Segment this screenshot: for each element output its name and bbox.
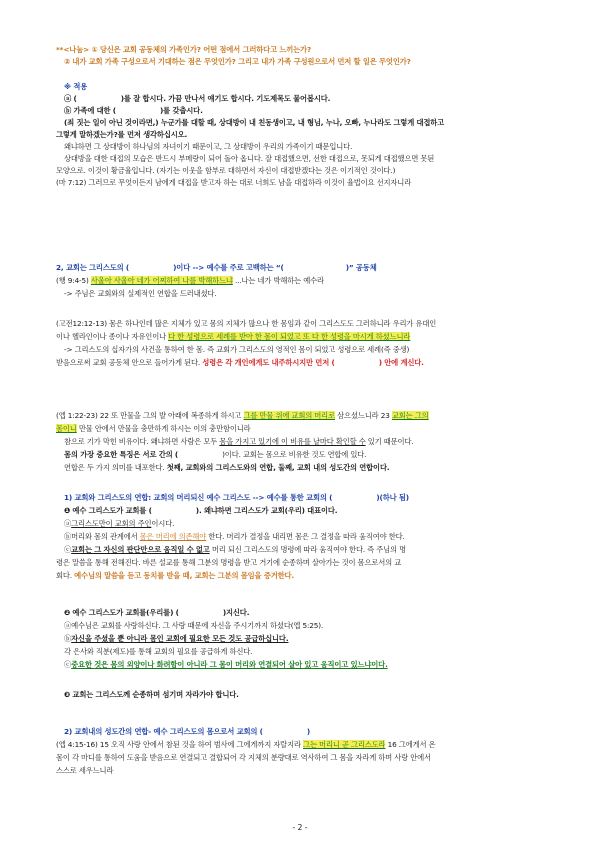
emphasis-text: 예수님의 말씀을 듣고 동치를 받을 때, 교회는 그분의 몸임을 증거한다.	[74, 571, 295, 580]
cross-note-line-2	[56, 357, 564, 368]
section-2-heading-part-1: 2, 교회는 그리스도의 (	[56, 263, 130, 272]
body-feature-line	[64, 449, 572, 460]
point-2-text-end: )지신다.	[222, 608, 250, 617]
underlined-text: 몸은 머리에 의존해야	[139, 532, 207, 541]
sharing-question-2: ② 내가 교회 가족 구성으로서 기대하는 점은 무엇인가? 그리고 내가 가족 구성원으로서 먼저 할 일은 무엇인가?	[64, 57, 411, 66]
holy-spirit-note: 성령은 각 개인에게도 내주하시지만 먼저 (	[202, 358, 335, 367]
marker: ⓐ	[64, 519, 72, 528]
scripture-eph-1-22-line-1	[56, 410, 564, 421]
underlined-text: 그리스도만이 교회의 주인	[71, 519, 152, 528]
point-2	[64, 607, 572, 618]
scripture-eph-1-22-line-2	[56, 423, 564, 434]
highlighted-text: 몸이니	[56, 424, 77, 433]
note-text: 머리 되신 그리스도의 명령에 따라 움직여야 한다. 즉 주님의 명	[209, 545, 407, 554]
note-text: 있기 때문이다.	[365, 437, 414, 446]
note-text: 회다.	[56, 571, 75, 580]
point-2-b-detail: 각 은사와 직분(제도)를 통해 교회의 필요를 공급하게 하신다.	[64, 647, 253, 656]
point-1-c-line-2: 령은 말씀을 통해 전해진다. 바른 설교를 통해 그분의 명령을 받고 거기에 순종하며 살아가는 것이 몸으로서의 교	[56, 558, 402, 567]
highlighted-text: 그는 머리니 곧 그리스도라	[303, 740, 386, 749]
highlighted-text: 교회는 그의	[391, 411, 429, 420]
scripture-text: 삼으셨느니라 23	[334, 411, 392, 420]
cross-note-line-1: -> 그리스도의 십자가의 사건을 통하여 한 몸. 즉 교회가 그리스도의 영적인 몸이 되었고 성령으로 세례(즉 중생)	[64, 345, 410, 354]
scripture-matthew-7-12: (마 7:12) 그러므로 무엇이든지 남에게 대접을 받고자 하는 대로 너희도 남을 대접하라 이것이 율법이요 선지자니라	[56, 178, 412, 187]
point-2-b	[64, 633, 572, 644]
scripture-text: ...나는 네가 박해하는 예수라	[232, 276, 324, 285]
point-2-c	[64, 659, 572, 670]
subsection-1-heading-end: )(하나 됨)	[376, 493, 409, 502]
note-text: 받음으로써 교회 공동체 안으로 들어가게 된다.	[56, 358, 203, 367]
subsection-2-heading-end: )	[306, 727, 311, 736]
application-consider-line-2: 그렇게 말하겠는가?를 먼저 생각하십시오.	[56, 130, 188, 139]
note-bold-text: 몸의 가장 중요한 특징은 서로 간의 (	[64, 450, 179, 459]
scripture-1cor-12-line-1: (고전12:12-13) 몸은 하나인데 많은 지체가 있고 몸의 지체가 많으나 한 몸임과 같이 그리스도도 그러하니라 우리가 유대인	[56, 319, 437, 328]
application-paragraph-line-2: 상대방을 대한 대접의 모습은 반드시 부메랑이 되어 돌아 옵니다. 잘 대접했으면, 선한 대접으로, 못되게 대접했으면 못된	[64, 154, 435, 163]
sharing-question-1: **<나눔> ① 당신은 교회 공동체의 가족인가? 어떤 점에서 그러하다고 느끼는가?	[56, 45, 312, 54]
application-paragraph-line-3: 모양으로. 이것이 황금율입니다. (자기는 이웃을 함부로 대하면서 자신이 대접받겠다는 것은 이기적인 것이다.)	[56, 166, 396, 175]
scripture-acts-9-4	[56, 275, 564, 286]
application-item-b	[64, 105, 572, 116]
scripture-eph-4-15-line-3: 스스로 세우느니라	[56, 766, 114, 775]
scripture-text: (엡 1:22-23) 22 또 만물을 그의 발 아래에 복종하게 하시고	[56, 411, 244, 420]
application-consider-line-1: (죄 짓는 일이 아닌 것이라면,) 누군가를 대할 때, 상대방이 내 친동생이고, 내 형님, 누나, 오빠, 누나라도 그렇게 대접하고	[64, 118, 445, 127]
note-text: 참으로 기가 막힌 비유이다. 왜냐하면 사람은 모두	[64, 437, 220, 446]
body-metaphor-line	[64, 436, 572, 447]
union-meaning-line	[64, 462, 572, 473]
point-1-c-line-1	[64, 544, 572, 555]
point-1-a	[64, 518, 572, 529]
application-b-prefix: ⓑ 가족에 대한 (	[64, 106, 116, 115]
scripture-text: 16 그에게서 온	[385, 740, 436, 749]
marker: ⓒ	[64, 545, 72, 554]
scripture-eph-4-15-line-2: 몸이 각 마디를 통하여 도움을 받음으로 연결되고 결합되어 각 지체의 분량대로 역사하여 그 몸을 자라게 하며 사랑 안에서	[56, 753, 431, 762]
note-bold-text: 첫째, 교회와의 그리스도와의 연합, 둘째, 교회 내의 성도간의 연합이다.	[166, 463, 390, 472]
point-1-text: ❶ 예수 그리스도가 교회를 (	[64, 506, 152, 515]
highlighted-text: 다 한 성령으로 세례를 받아 한 몸이 되었고 또 다 한 성령을 마시게 하셨느니라	[168, 332, 411, 341]
underlined-text: 몸을 가지고 있기에 이 비유를 날마다 확인할 수	[219, 437, 366, 446]
marker: ⓑ	[64, 634, 72, 643]
application-title: ※ 적용	[64, 82, 88, 91]
scripture-text: 만물 안에서 만물을 충만하게 하시는 이의 충만함이니라	[76, 424, 251, 433]
scripture-1cor-12-line-2	[56, 331, 564, 342]
point-1	[64, 505, 572, 516]
application-a-text: )를 잘 합시다. 가끔 만나서 얘기도 합시다. 기도제목도 물어봅시다.	[120, 94, 331, 103]
point-1-text-end: ). 왜냐하면 그리스도가 교회(우리) 대표이다.	[195, 506, 338, 515]
section-2-heading-part-3: )” 공동체	[345, 263, 377, 272]
scripture-reference: (행 9:4-5)	[56, 276, 91, 285]
section-2-heading-part-2: )이다 --> 예수를 주로 고백하는 “(	[173, 263, 284, 272]
point-2-text: ❷ 예수 그리스도가 교회를(우리를) (	[64, 608, 179, 617]
underlined-text: 교회는 그 자신의 판단만으로 움직일 수 없고	[71, 545, 210, 554]
page-number: - 2 -	[292, 823, 308, 832]
holy-spirit-note-end: ) 안에 계신다.	[378, 358, 424, 367]
application-b-text: )를 갖춥시다.	[160, 106, 203, 115]
section-2-heading	[56, 262, 564, 273]
subsection-2-heading-text: 2) 교회내의 성도간의 연합- 예수 그리스도의 몸으로서 교회의 (	[64, 727, 263, 736]
note-text: 이시다.	[151, 519, 175, 528]
scripture-text: (엡 4:15-16) 15 오직 사랑 안에서 참된 것을 하여 범사에 그에게까지 자랄지라	[56, 740, 304, 749]
highlighted-text: 그를 만물 위에 교회의 머리로	[243, 411, 335, 420]
application-paragraph-line-1: 왜냐하면 그 상대방이 하나님의 자녀이기 때문이고, 그 상대방이 우리의 가족이기 때문입니다.	[64, 142, 353, 151]
subsection-1-heading	[64, 492, 572, 503]
acts-note: -> 주님은 교회와의 실제적인 연합을 드러내셨다.	[64, 289, 217, 298]
note-text: 연합은 두 가지 의미를 내포한다.	[64, 463, 167, 472]
subsection-2-heading	[64, 726, 572, 737]
underlined-text: 자신을 주셨을 뿐 아니라 몸인 교회에 필요한 모든 것도 공급하십니다.	[71, 634, 289, 643]
note-text: 한다. 머리가 결정을 내리면 몸은 그 결정을 따라 움직여야 한다.	[206, 532, 405, 541]
application-a-prefix: ⓐ (	[64, 94, 77, 103]
scripture-eph-4-15-line-1	[56, 739, 564, 750]
highlighted-text: 사울아 사울아 네가 어찌하여 나를 박해하느냐	[90, 276, 233, 285]
scripture-text: 이나 헬라인이나 종이나 자유인이나	[56, 332, 169, 341]
point-3: ❸ 교회는 그리스도께 순종하며 섬기며 자라가야 합니다.	[64, 690, 239, 699]
point-2-a: ⓐ예수님은 교회를 사랑하신다. 그 사랑 때문에 자신을 주시기까지 하셨다(엡 5:25).	[64, 621, 324, 630]
marker: ⓒ	[64, 660, 72, 669]
note-text: ⓑ머리와 몸의 관계에서	[64, 532, 140, 541]
point-1-c-line-3	[56, 570, 564, 581]
application-item-a	[64, 93, 572, 104]
underlined-text: 중요한 것은 몸의 외양이나 화려함이 아니라 그 몸이 머리와 연결되어 살아 있고 움직이고 있느냐이다.	[71, 660, 388, 669]
subsection-1-heading-text: 1) 교회와 그리스도의 연합: 교회의 머리되신 예수 그리스도 --> 예수를 통한 교회의 (	[64, 493, 333, 502]
note-text: )이다. 교회는 몸으로 비유한 것도 연합에 있다.	[222, 450, 367, 459]
point-1-b	[64, 531, 572, 542]
